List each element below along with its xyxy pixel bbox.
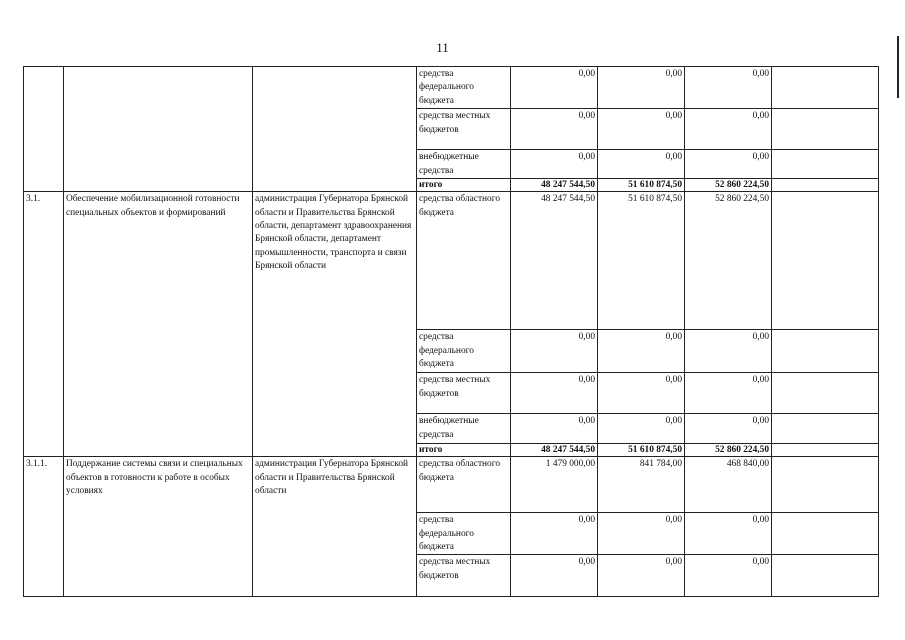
value-year-1: 0,00 bbox=[511, 150, 598, 179]
note-cell bbox=[772, 192, 879, 330]
note-cell bbox=[772, 373, 879, 414]
margin-mark bbox=[897, 36, 899, 98]
funding-source: средства федерального бюджета bbox=[417, 513, 511, 555]
value-year-3: 0,00 bbox=[685, 109, 772, 150]
total-year-2: 51 610 874,50 bbox=[598, 179, 685, 192]
value-year-3: 0,00 bbox=[685, 513, 772, 555]
note-cell bbox=[772, 67, 879, 109]
value-year-2: 0,00 bbox=[598, 555, 685, 597]
table-row bbox=[24, 457, 879, 513]
note-cell bbox=[772, 457, 879, 513]
total-year-1: 48 247 544,50 bbox=[511, 179, 598, 192]
funding-source: средства местных бюджетов bbox=[417, 555, 511, 597]
value-year-1: 1 479 000,00 bbox=[511, 457, 598, 513]
funding-source: средства областного бюджета bbox=[417, 192, 511, 330]
value-year-3: 0,00 bbox=[685, 330, 772, 373]
funding-source-total: итого bbox=[417, 444, 511, 457]
note-cell bbox=[772, 555, 879, 597]
page-number: 11 bbox=[436, 40, 449, 55]
value-year-2: 0,00 bbox=[598, 330, 685, 373]
row-code-cell bbox=[24, 67, 64, 192]
value-year-1: 48 247 544,50 bbox=[511, 192, 598, 330]
value-year-3: 0,00 bbox=[685, 67, 772, 109]
table-row bbox=[24, 192, 879, 330]
note-cell bbox=[772, 179, 879, 192]
budget-table bbox=[23, 66, 879, 597]
funding-source: средства местных бюджетов bbox=[417, 373, 511, 414]
value-year-2: 0,00 bbox=[598, 150, 685, 179]
funding-source: средства областного бюджета bbox=[417, 457, 511, 513]
value-year-3: 52 860 224,50 bbox=[685, 192, 772, 330]
funding-source-total: итого bbox=[417, 179, 511, 192]
value-year-2: 51 610 874,50 bbox=[598, 192, 685, 330]
value-year-1: 0,00 bbox=[511, 555, 598, 597]
funding-source: средства местных бюджетов bbox=[417, 109, 511, 150]
value-year-3: 468 840,00 bbox=[685, 457, 772, 513]
item-executor: администрация Губернатора Брянской области и Правительства Брянской области bbox=[253, 457, 417, 597]
table-row bbox=[24, 67, 879, 109]
total-year-1: 48 247 544,50 bbox=[511, 444, 598, 457]
note-cell bbox=[772, 330, 879, 373]
value-year-2: 0,00 bbox=[598, 513, 685, 555]
value-year-1: 0,00 bbox=[511, 330, 598, 373]
note-cell bbox=[772, 150, 879, 179]
row-executor-cell bbox=[253, 67, 417, 192]
item-executor: администрация Губернатора Брянской области и Правительства Брянской области, департамент здравоохранения Брянской области, департамент промышленности, транспорта и связи Брянской области bbox=[253, 192, 417, 457]
funding-source: внебюджетные средства bbox=[417, 414, 511, 444]
item-name: Поддержание системы связи и специальных объектов в готовности к работе в особых условиях bbox=[64, 457, 253, 597]
value-year-2: 0,00 bbox=[598, 67, 685, 109]
item-name: Обеспечение мобилизационной готовности специальных объектов и формирований bbox=[64, 192, 253, 457]
value-year-2: 841 784,00 bbox=[598, 457, 685, 513]
value-year-3: 0,00 bbox=[685, 414, 772, 444]
value-year-2: 0,00 bbox=[598, 414, 685, 444]
total-year-2: 51 610 874,50 bbox=[598, 444, 685, 457]
note-cell bbox=[772, 513, 879, 555]
funding-source: средства федерального бюджета bbox=[417, 330, 511, 373]
value-year-1: 0,00 bbox=[511, 109, 598, 150]
value-year-2: 0,00 bbox=[598, 373, 685, 414]
value-year-1: 0,00 bbox=[511, 373, 598, 414]
value-year-3: 0,00 bbox=[685, 555, 772, 597]
note-cell bbox=[772, 444, 879, 457]
value-year-3: 0,00 bbox=[685, 150, 772, 179]
value-year-1: 0,00 bbox=[511, 513, 598, 555]
item-code: 3.1. bbox=[24, 192, 64, 457]
value-year-1: 0,00 bbox=[511, 67, 598, 109]
funding-source: средства федерального бюджета bbox=[417, 67, 511, 109]
value-year-3: 0,00 bbox=[685, 373, 772, 414]
value-year-2: 0,00 bbox=[598, 109, 685, 150]
note-cell bbox=[772, 414, 879, 444]
value-year-1: 0,00 bbox=[511, 414, 598, 444]
funding-source: внебюджетные средства bbox=[417, 150, 511, 179]
total-year-3: 52 860 224,50 bbox=[685, 444, 772, 457]
row-name-cell bbox=[64, 67, 253, 192]
note-cell bbox=[772, 109, 879, 150]
total-year-3: 52 860 224,50 bbox=[685, 179, 772, 192]
item-code: 3.1.1. bbox=[24, 457, 64, 597]
